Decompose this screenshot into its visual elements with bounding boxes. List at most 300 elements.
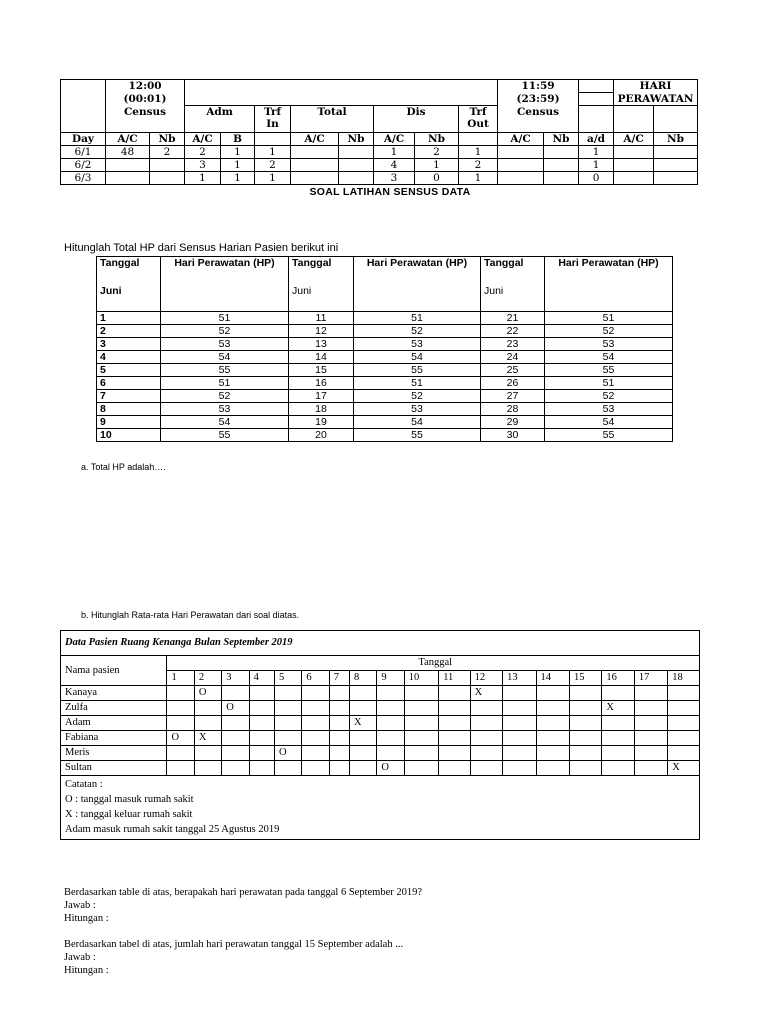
census-col-header: A/C [374, 132, 415, 145]
patient-name: Sultan [61, 761, 167, 776]
perawatan-header: PERAWATAN [614, 93, 698, 106]
census-col-header: Day [61, 132, 106, 145]
hp-date-cell: 2 [97, 325, 161, 338]
hp-row [97, 338, 673, 351]
patient-mark-cell [377, 716, 404, 731]
patient-mark-cell [302, 716, 329, 731]
census-cell [498, 171, 544, 184]
patient-body [61, 686, 700, 776]
census-cell: 2 [255, 158, 291, 171]
hp-date-cell: 28 [481, 403, 545, 416]
census-col-header: Nb [544, 132, 579, 145]
patient-mark-cell [349, 686, 376, 701]
question-2-text: Berdasarkan tabel di atas, jumlah hari perawatan tanggal 15 September adalah ... [64, 939, 404, 950]
patient-mark-cell [274, 686, 301, 701]
patient-mark-cell [470, 716, 502, 731]
hp-juni-1: Juni [97, 285, 161, 312]
hp-date-cell: 29 [481, 416, 545, 429]
hp-header-hp-3: Hari Perawatan (HP) [545, 257, 673, 312]
census-cell [614, 145, 654, 158]
day-header-14: 14 [536, 671, 569, 686]
patient-mark-cell [439, 761, 470, 776]
census-cell: 3 [374, 171, 415, 184]
census-cell: 4 [374, 158, 415, 171]
census-cell [498, 145, 544, 158]
hp-value-cell: 51 [161, 377, 289, 390]
notes-label: Catatan : [65, 779, 103, 790]
day-header-3: 3 [222, 671, 249, 686]
day-header-5: 5 [274, 671, 301, 686]
hp-date-cell: 5 [97, 364, 161, 377]
census-cell: 48 [106, 145, 150, 158]
patient-mark-cell [194, 701, 221, 716]
patient-mark-cell [329, 731, 349, 746]
patient-mark-cell [503, 731, 536, 746]
hp-date-cell: 21 [481, 312, 545, 325]
patient-mark-cell [634, 761, 667, 776]
patient-mark-cell [439, 731, 470, 746]
patient-name: Zulfa [61, 701, 167, 716]
hp-body [97, 312, 673, 442]
patient-mark-cell [439, 686, 470, 701]
census-col-header: A/C [106, 132, 150, 145]
patient-mark-cell [536, 701, 569, 716]
patient-mark-cell [602, 761, 634, 776]
hp-value-cell: 52 [354, 325, 481, 338]
census-cell [150, 158, 185, 171]
hp-value-cell: 54 [545, 351, 673, 364]
hp-date-cell: 1 [97, 312, 161, 325]
census-cell [291, 158, 339, 171]
census-body [61, 145, 698, 184]
hp-row [97, 377, 673, 390]
patient-mark-cell [222, 746, 249, 761]
hp-date-cell: 24 [481, 351, 545, 364]
patient-table [60, 630, 700, 840]
patient-mark-cell [569, 746, 601, 761]
patient-mark-cell [503, 746, 536, 761]
hari-ac-blank [614, 106, 654, 133]
note-adam: Adam masuk rumah sakit tanggal 25 Agustus 2019 [65, 824, 280, 835]
census-cell: 6/2 [61, 158, 106, 171]
hp-date-cell: 10 [97, 429, 161, 442]
day-header-16: 16 [602, 671, 634, 686]
census-col-header: Nb [150, 132, 185, 145]
census-col-header: A/C [614, 132, 654, 145]
day-header-15: 15 [569, 671, 601, 686]
patient-mark-cell [470, 701, 502, 716]
patient-mark-cell [668, 716, 700, 731]
hp-date-cell: 9 [97, 416, 161, 429]
hp-header-tanggal-1: Tanggal [97, 257, 161, 286]
question-b: b. Hitunglah Rata-rata Hari Perawatan dari soal diatas. [81, 610, 300, 620]
patient-mark-cell [536, 731, 569, 746]
census-cell [614, 158, 654, 171]
hp-date-cell: 27 [481, 390, 545, 403]
patient-name: Fabiana [61, 731, 167, 746]
patient-mark-cell [377, 701, 404, 716]
census-col-header: Nb [339, 132, 374, 145]
hp-date-cell: 20 [289, 429, 354, 442]
question-1 [64, 886, 422, 925]
hp-value-cell: 53 [354, 403, 481, 416]
hp-date-cell: 8 [97, 403, 161, 416]
hari-header: HARI [614, 80, 698, 93]
census-cell: 6/1 [61, 145, 106, 158]
census-cell: 1 [221, 171, 255, 184]
hp-date-cell: 11 [289, 312, 354, 325]
patient-mark-cell [222, 731, 249, 746]
patient-mark-cell [249, 701, 274, 716]
hp-date-cell: 14 [289, 351, 354, 364]
hp-date-cell: 26 [481, 377, 545, 390]
hp-row [97, 351, 673, 364]
census-corner [61, 80, 106, 133]
patient-mark-cell [302, 686, 329, 701]
patient-mark-cell [536, 761, 569, 776]
census-cell: 1 [459, 145, 498, 158]
census-start-label: Census [106, 106, 185, 133]
patient-mark-cell [470, 746, 502, 761]
patient-mark-cell [404, 716, 438, 731]
hp-value-cell: 51 [545, 377, 673, 390]
question-2-jawab: Jawab : [64, 952, 96, 963]
hp-date-cell: 17 [289, 390, 354, 403]
patient-mark-cell [274, 731, 301, 746]
patient-mark-cell [503, 761, 536, 776]
patient-mark-cell: O [194, 686, 221, 701]
hp-date-cell: 30 [481, 429, 545, 442]
patient-mark-cell [274, 701, 301, 716]
census-row [61, 171, 698, 184]
patient-mark-cell [668, 686, 700, 701]
hp-value-cell: 53 [545, 338, 673, 351]
patient-mark-cell [222, 716, 249, 731]
patient-mark-cell [602, 746, 634, 761]
hp-row [97, 325, 673, 338]
census-cell [654, 145, 698, 158]
patient-row [61, 716, 700, 731]
patient-mark-cell [329, 701, 349, 716]
patient-name: Kanaya [61, 686, 167, 701]
census-cell: 1 [415, 158, 459, 171]
census-cell: 1 [579, 158, 614, 171]
patient-mark-cell: X [349, 716, 376, 731]
hp-value-cell: 51 [354, 312, 481, 325]
patient-mark-cell [329, 746, 349, 761]
census-col-header: a/d [579, 132, 614, 145]
census-cell: 1 [374, 145, 415, 158]
census-cell: 1 [579, 145, 614, 158]
hp-value-cell: 51 [545, 312, 673, 325]
census-cell: 2 [459, 158, 498, 171]
patient-mark-cell [569, 716, 601, 731]
note-o: O : tanggal masuk rumah sakit [65, 794, 194, 805]
adm-header: Adm [185, 106, 255, 133]
question-a: a. Total HP adalah…. [81, 462, 166, 472]
patient-mark-cell [167, 746, 194, 761]
patient-mark-cell [329, 761, 349, 776]
dis-header: Dis [374, 106, 459, 133]
census-end-time: (23:59) [498, 93, 579, 106]
patient-mark-cell [503, 716, 536, 731]
census-row [61, 145, 698, 158]
patient-mark-cell [194, 761, 221, 776]
hp-value-cell: 52 [545, 325, 673, 338]
hp-value-cell: 55 [545, 429, 673, 442]
patient-mark-cell [249, 746, 274, 761]
census-cell: 1 [255, 171, 291, 184]
patient-mark-cell: X [668, 761, 700, 776]
census-col-header: A/C [291, 132, 339, 145]
hp-date-cell: 12 [289, 325, 354, 338]
patient-mark-cell: O [377, 761, 404, 776]
patient-mark-cell [222, 761, 249, 776]
census-cell [291, 145, 339, 158]
day-header-13: 13 [503, 671, 536, 686]
hp-date-cell: 13 [289, 338, 354, 351]
census-cell [339, 158, 374, 171]
question-1-text: Berdasarkan table di atas, berapakah hari perawatan pada tanggal 6 September 2019? [64, 887, 423, 898]
patient-mark-cell [404, 731, 438, 746]
patient-mark-cell [249, 686, 274, 701]
census-cell [291, 171, 339, 184]
hp-value-cell: 53 [161, 403, 289, 416]
patient-mark-cell [536, 686, 569, 701]
patient-mark-cell: X [602, 701, 634, 716]
question-2 [64, 938, 403, 977]
trf-out-header: Trf Out [459, 106, 498, 133]
hp-value-cell: 51 [354, 377, 481, 390]
hp-date-cell: 6 [97, 377, 161, 390]
patient-mark-cell [536, 716, 569, 731]
intro-text: Hitunglah Total HP dari Sensus Harian Pasien berikut ini [64, 242, 339, 254]
census-cell [544, 145, 579, 158]
patient-mark-cell [503, 701, 536, 716]
hp-date-cell: 15 [289, 364, 354, 377]
census-cell: 1 [185, 171, 221, 184]
patient-mark-cell [569, 731, 601, 746]
patient-mark-cell [194, 716, 221, 731]
patient-row [61, 701, 700, 716]
hp-header-hp-1: Hari Perawatan (HP) [161, 257, 289, 312]
hp-row [97, 312, 673, 325]
census-cell [106, 158, 150, 171]
hari-nb-blank [654, 106, 698, 133]
census-blank-header [185, 80, 498, 106]
census-cell [106, 171, 150, 184]
hp-juni-2: Juni [289, 285, 354, 312]
patient-mark-cell [602, 731, 634, 746]
patient-mark-cell [274, 716, 301, 731]
census-cell [654, 158, 698, 171]
hp-date-cell: 7 [97, 390, 161, 403]
hp-value-cell: 52 [354, 390, 481, 403]
census-col-header: B [221, 132, 255, 145]
patient-mark-cell [503, 686, 536, 701]
census-col-header [459, 132, 498, 145]
patient-mark-cell [634, 716, 667, 731]
patient-mark-cell [167, 701, 194, 716]
patient-mark-cell [302, 701, 329, 716]
patient-mark-cell [349, 701, 376, 716]
patient-mark-cell [249, 761, 274, 776]
census-cell: 1 [255, 145, 291, 158]
census-col-header: A/C [498, 132, 544, 145]
hp-row [97, 364, 673, 377]
census-cell: 0 [415, 171, 459, 184]
trf-in-header: Trf In [255, 106, 291, 133]
total-header: Total [291, 106, 374, 133]
hp-date-cell: 19 [289, 416, 354, 429]
census-ad-header [579, 80, 614, 93]
census-cell [544, 158, 579, 171]
census-column-row [61, 132, 698, 145]
patient-mark-cell [404, 746, 438, 761]
hp-value-cell: 54 [161, 351, 289, 364]
census-cell [498, 158, 544, 171]
hp-value-cell: 52 [161, 325, 289, 338]
page-title: SOAL LATIHAN SENSUS DATA [309, 186, 471, 198]
patient-mark-cell [668, 746, 700, 761]
patient-mark-cell [404, 686, 438, 701]
hp-date-cell: 25 [481, 364, 545, 377]
patient-mark-cell [634, 701, 667, 716]
census-row [61, 158, 698, 171]
day-header-10: 10 [404, 671, 438, 686]
hp-header-hp-2: Hari Perawatan (HP) [354, 257, 481, 312]
patient-mark-cell [377, 746, 404, 761]
day-header-2: 2 [194, 671, 221, 686]
hp-value-cell: 55 [161, 429, 289, 442]
hp-row [97, 416, 673, 429]
hp-value-cell: 53 [354, 338, 481, 351]
hp-value-cell: 54 [161, 416, 289, 429]
hp-value-cell: 55 [354, 429, 481, 442]
hp-date-cell: 3 [97, 338, 161, 351]
hp-row [97, 429, 673, 442]
patient-mark-cell [602, 686, 634, 701]
patient-name: Adam [61, 716, 167, 731]
census-col-header [255, 132, 291, 145]
census-cell: 6/3 [61, 171, 106, 184]
patient-table-title: Data Pasien Ruang Kenanga Bulan September 2019 [61, 631, 700, 656]
patient-mark-cell [634, 746, 667, 761]
patient-name: Meris [61, 746, 167, 761]
question-1-hitungan: Hitungan : [64, 913, 109, 924]
census-cell: 2 [185, 145, 221, 158]
patient-row [61, 746, 700, 761]
hp-value-cell: 51 [161, 312, 289, 325]
name-header: Nama pasien [61, 656, 167, 686]
census-cell: 1 [459, 171, 498, 184]
patient-mark-cell [470, 761, 502, 776]
census-cell: 0 [579, 171, 614, 184]
patient-mark-cell: X [470, 686, 502, 701]
patient-row [61, 731, 700, 746]
hp-header-tanggal-2: Tanggal [289, 257, 354, 286]
patient-mark-cell [470, 731, 502, 746]
patient-mark-cell [569, 761, 601, 776]
tanggal-header: Tanggal [167, 656, 700, 671]
patient-mark-cell [302, 746, 329, 761]
census-col-header: Nb [415, 132, 459, 145]
day-header-4: 4 [249, 671, 274, 686]
patient-mark-cell [302, 761, 329, 776]
patient-mark-cell [536, 746, 569, 761]
census-cell [339, 145, 374, 158]
notes-cell [61, 776, 700, 840]
patient-mark-cell [349, 761, 376, 776]
patient-mark-cell [194, 746, 221, 761]
hp-date-cell: 4 [97, 351, 161, 364]
patient-mark-cell [668, 731, 700, 746]
day-header-1: 1 [167, 671, 194, 686]
census-col-header: A/C [185, 132, 221, 145]
patient-mark-cell [439, 746, 470, 761]
hp-date-cell: 16 [289, 377, 354, 390]
hp-date-cell: 18 [289, 403, 354, 416]
day-header-18: 18 [668, 671, 700, 686]
patient-mark-cell [569, 686, 601, 701]
hp-value-cell: 55 [161, 364, 289, 377]
patient-mark-cell [404, 761, 438, 776]
question-2-hitungan: Hitungan : [64, 965, 109, 976]
patient-mark-cell [439, 716, 470, 731]
patient-mark-cell [274, 761, 301, 776]
census-col-header: Nb [654, 132, 698, 145]
day-header-9: 9 [377, 671, 404, 686]
hp-value-cell: 52 [545, 390, 673, 403]
hp-date-cell: 22 [481, 325, 545, 338]
day-header-17: 17 [634, 671, 667, 686]
census-cell: 1 [221, 158, 255, 171]
census-cell [150, 171, 185, 184]
census-ad-blank [579, 106, 614, 133]
patient-mark-cell [167, 686, 194, 701]
patient-mark-cell [349, 731, 376, 746]
hp-value-cell: 52 [161, 390, 289, 403]
patient-mark-cell [668, 701, 700, 716]
day-header-8: 8 [349, 671, 376, 686]
patient-mark-cell: O [222, 701, 249, 716]
census-start-time: (00:01) [106, 93, 185, 106]
note-x: X : tanggal keluar rumah sakit [65, 809, 193, 820]
patient-mark-cell [249, 731, 274, 746]
hp-value-cell: 54 [545, 416, 673, 429]
hp-row [97, 390, 673, 403]
patient-mark-cell [329, 716, 349, 731]
patient-mark-cell [634, 731, 667, 746]
day-header-11: 11 [439, 671, 470, 686]
patient-mark-cell [302, 731, 329, 746]
patient-mark-cell [222, 686, 249, 701]
census-end-label: Census [498, 106, 579, 133]
census-end-header: 11:59 [498, 80, 579, 93]
hp-date-cell: 23 [481, 338, 545, 351]
census-cell [339, 171, 374, 184]
hp-value-cell: 53 [161, 338, 289, 351]
patient-mark-cell [377, 731, 404, 746]
patient-mark-cell [329, 686, 349, 701]
patient-mark-cell [404, 701, 438, 716]
day-header-6: 6 [302, 671, 329, 686]
hp-value-cell: 55 [545, 364, 673, 377]
patient-mark-cell [377, 686, 404, 701]
patient-mark-cell [167, 761, 194, 776]
census-cell [544, 171, 579, 184]
hp-juni-3: Juni [481, 285, 545, 312]
